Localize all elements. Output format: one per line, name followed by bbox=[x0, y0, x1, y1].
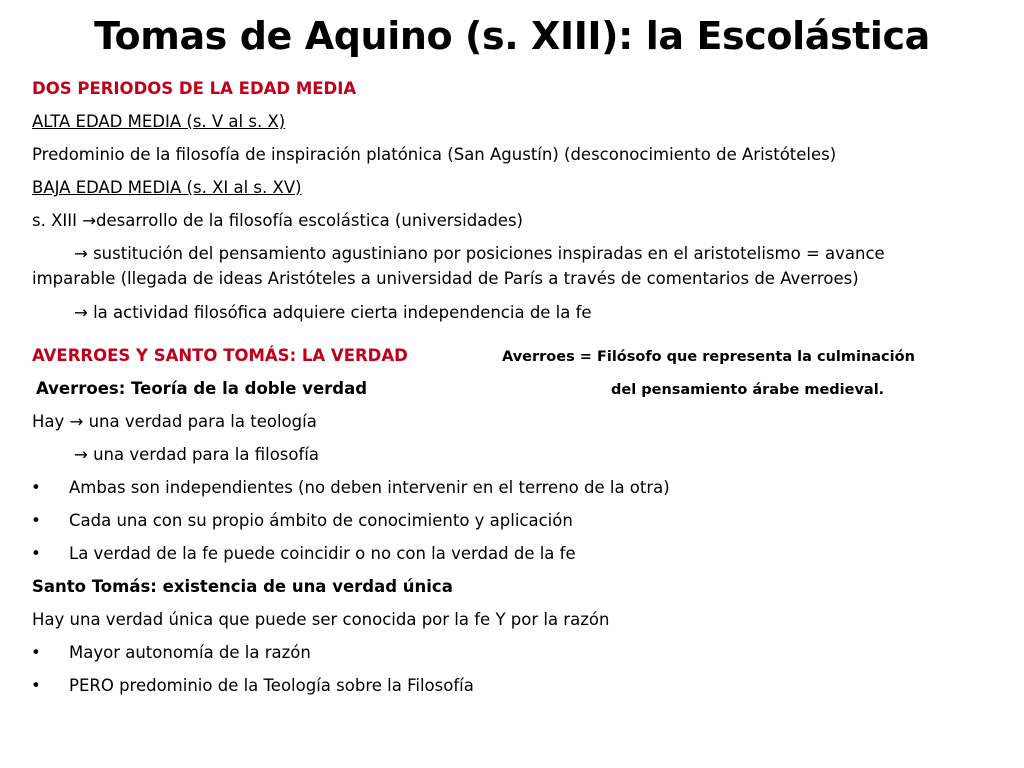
alta-description: Predominio de la filosofía de inspiración platónica (San Agustín) (desconocimiento de Aristóteles) bbox=[32, 145, 837, 164]
bullet-marker: • bbox=[31, 544, 41, 563]
hay-teologia: Hay → una verdad para la teología bbox=[32, 412, 317, 431]
bullet-marker: • bbox=[31, 511, 41, 530]
una-verdad-filosofia: → una verdad para la filosofía bbox=[74, 445, 319, 464]
slide-title: Tomas de Aquino (s. XIII): la Escolástica bbox=[94, 14, 930, 58]
side-note-line-1: Averroes = Filósofo que representa la culminación bbox=[502, 349, 915, 365]
bullet-item: Mayor autonomía de la razón bbox=[69, 643, 311, 662]
arrow-line-1-cont: imparable (llegada de ideas Aristóteles a universidad de París a través de comentarios de Averroes) bbox=[32, 269, 859, 288]
santo-tomas-description: Hay una verdad única que puede ser conocida por la fe Y por la razón bbox=[32, 610, 610, 629]
alta-edad-media: ALTA EDAD MEDIA (s. V al s. X) bbox=[32, 112, 286, 131]
arrow-line-1: → sustitución del pensamiento agustiniano por posiciones inspiradas en el aristotelismo = avance bbox=[74, 244, 885, 263]
section-heading-verdad: AVERROES Y SANTO TOMÁS: LA VERDAD bbox=[32, 346, 408, 365]
siglo-xiii-line: s. XIII →desarrollo de la filosofía escolástica (universidades) bbox=[32, 211, 523, 230]
bullet-item: PERO predominio de la Teología sobre la Filosofía bbox=[69, 676, 474, 695]
bullet-marker: • bbox=[31, 676, 41, 695]
baja-edad-media: BAJA EDAD MEDIA (s. XI al s. XV) bbox=[32, 178, 302, 197]
bullet-item: Cada una con su propio ámbito de conocimiento y aplicación bbox=[69, 511, 573, 530]
averroes-heading: Averroes: Teoría de la doble verdad bbox=[36, 379, 368, 398]
bullet-item: La verdad de la fe puede coincidir o no con la verdad de la fe bbox=[69, 544, 576, 563]
bullet-marker: • bbox=[31, 643, 41, 662]
santo-tomas-heading: Santo Tomás: existencia de una verdad única bbox=[32, 577, 453, 596]
side-note-line-2: del pensamiento árabe medieval. bbox=[611, 382, 885, 398]
arrow-line-2: → la actividad filosófica adquiere cierta independencia de la fe bbox=[74, 303, 592, 322]
bullet-marker: • bbox=[31, 478, 41, 497]
section-heading-periods: DOS PERIODOS DE LA EDAD MEDIA bbox=[32, 79, 357, 98]
bullet-item: Ambas son independientes (no deben intervenir en el terreno de la otra) bbox=[69, 478, 670, 497]
